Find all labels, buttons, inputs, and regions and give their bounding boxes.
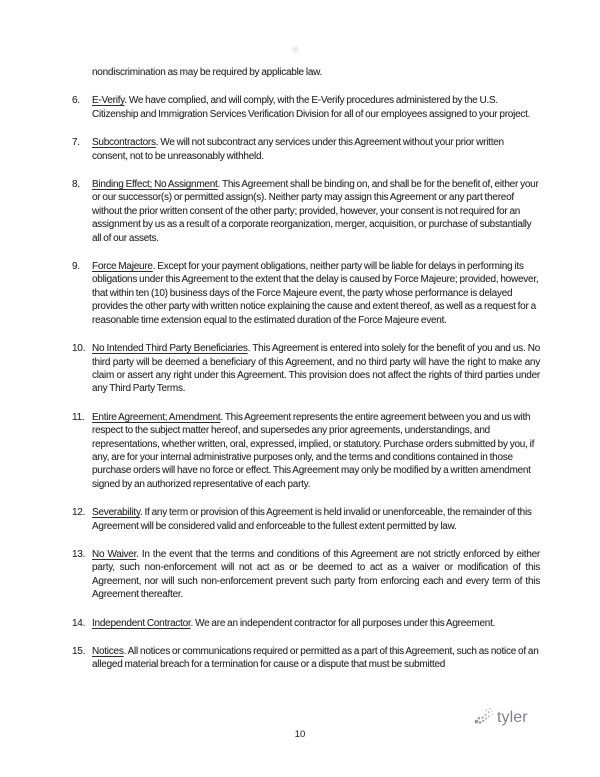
clause-number: 15. xyxy=(72,646,86,657)
clause-heading: Force Majeure xyxy=(92,261,153,273)
clause-text xyxy=(92,94,540,121)
clause-text xyxy=(92,411,540,491)
clause-number: 7. xyxy=(72,137,80,149)
clause-body: . All notices or communications required or permitted as a part of this Agreement, such as notice of an alleged material breach for a termination for cause or a dispute that must be submitted xyxy=(92,646,539,671)
list-item xyxy=(72,342,540,396)
clause-text xyxy=(92,342,540,396)
page-number: 10 xyxy=(294,729,306,740)
continuation-paragraph: nondiscrimination as may be required by applicable law. xyxy=(92,67,323,78)
list-item xyxy=(72,617,540,630)
list-item xyxy=(72,94,540,121)
clause-heading: No Waiver xyxy=(92,548,137,560)
list-item xyxy=(72,411,540,491)
list-item xyxy=(72,548,540,602)
clause-number: 13. xyxy=(72,548,86,560)
clause-text xyxy=(92,178,540,245)
clause-heading: No Intended Third Party Beneficiaries xyxy=(92,343,248,355)
clause-number: 8. xyxy=(72,179,80,191)
clause-body: . This Agreement is entered into solely for the benefit of you and us. No third party will be deemed a beneficiary of this Agreement, and no third party will have the right to make any claim or assert any right under this Agreement. This provision does not affect the rights of third parties under any Third Party Terms. xyxy=(92,343,541,395)
clause-body: . Except for your payment obligations, neither party will be liable for delays in performing its obligations under this Agreement to the extent that the delay is caused by Force Majeure; provided, however, that within ten (10) business days of the Force Majeure event, the party whose performance is delayed provides the other party with written notice explaining the cause and extent thereof, as well as a request for a reasonable time extension equal to the estimated duration of the Force Majeure event. xyxy=(92,261,539,326)
document-body xyxy=(72,66,540,687)
clause-number: 9. xyxy=(72,261,80,273)
clause-heading: E-Verify xyxy=(92,95,125,107)
clause-number: 12. xyxy=(72,507,86,519)
tyler-logo-dots-icon xyxy=(474,705,494,730)
clause-heading: Independent Contractor xyxy=(92,617,191,629)
clause-body: . In the event that the terms and conditions of this Agreement are not strictly enforced by either party, such non-enforcement will not act as or be deemed to act as a waiver or modification of this Agreement, nor will such non-enforcement prevent such party from enforcing each and every term of this Agreement thereafter. xyxy=(92,548,540,601)
clause-body: . If any term or provision of this Agreement is held invalid or unenforceable, the remainder of this Agreement will be considered valid and enforceable to the fullest extent permitted by law. xyxy=(92,507,532,532)
clause-body: . This Agreement represents the entire agreement between you and us with respect to the subject matter hereof, and supersedes any prior agreements, understandings, and representations, whether written, oral, expressed, implied, or statutory. Purchase orders submitted by you, if any, are for your internal administrative purposes only, and the terms and conditions contained in those purchase orders will have no force or effect. This Agreement may only be modified by a written amendment signed by an authorized representative of each party. xyxy=(92,411,535,490)
clause-heading: Subcontractors xyxy=(92,137,156,149)
tyler-logo-text: tyler xyxy=(497,708,528,726)
clause-body: . This Agreement shall be binding on, and shall be for the benefit of, either your or our successor(s) or permitted assign(s). Neither party may assign this Agreement or any part thereof without the prior written consent of the other party; provided, however, your consent is not required for an assignment by us as a result of a corporate reorganization, merger, acquisition, or purchase of substantially all of our assets. xyxy=(92,179,539,244)
list-item xyxy=(72,178,540,245)
list-item xyxy=(72,506,540,533)
clause-number: 11. xyxy=(72,411,85,423)
clause-heading: Entire Agreement; Amendment xyxy=(92,411,221,423)
clause-number: 10. xyxy=(72,343,86,355)
clause-heading: Severability xyxy=(92,507,140,519)
clause-text xyxy=(92,136,540,163)
clause-text xyxy=(92,260,540,327)
clause-text xyxy=(92,548,540,602)
tyler-logo xyxy=(474,705,528,730)
scan-artifact xyxy=(292,46,299,53)
clause-text xyxy=(92,645,540,672)
clause-number: 14. xyxy=(72,617,86,629)
list-item xyxy=(72,260,540,327)
clause-heading: Binding Effect; No Assignment xyxy=(92,179,218,191)
clause-heading: Notices xyxy=(92,646,124,657)
clause-body: . We will not subcontract any services under this Agreement without your prior written consent, not to be unreasonably withheld. xyxy=(92,137,504,162)
clause-number: 6. xyxy=(72,95,80,107)
clause-text xyxy=(92,617,540,630)
clause-body: . We have complied, and will comply, with the E-Verify procedures administered by the U.S. Citizenship and Immigration Services Verification Division for all of our employees assigned to your project. xyxy=(92,95,531,120)
clause-body: . We are an independent contractor for all purposes under this Agreement. xyxy=(190,617,496,629)
list-item xyxy=(72,645,540,672)
clause-text xyxy=(92,506,540,533)
list-item xyxy=(72,136,540,163)
